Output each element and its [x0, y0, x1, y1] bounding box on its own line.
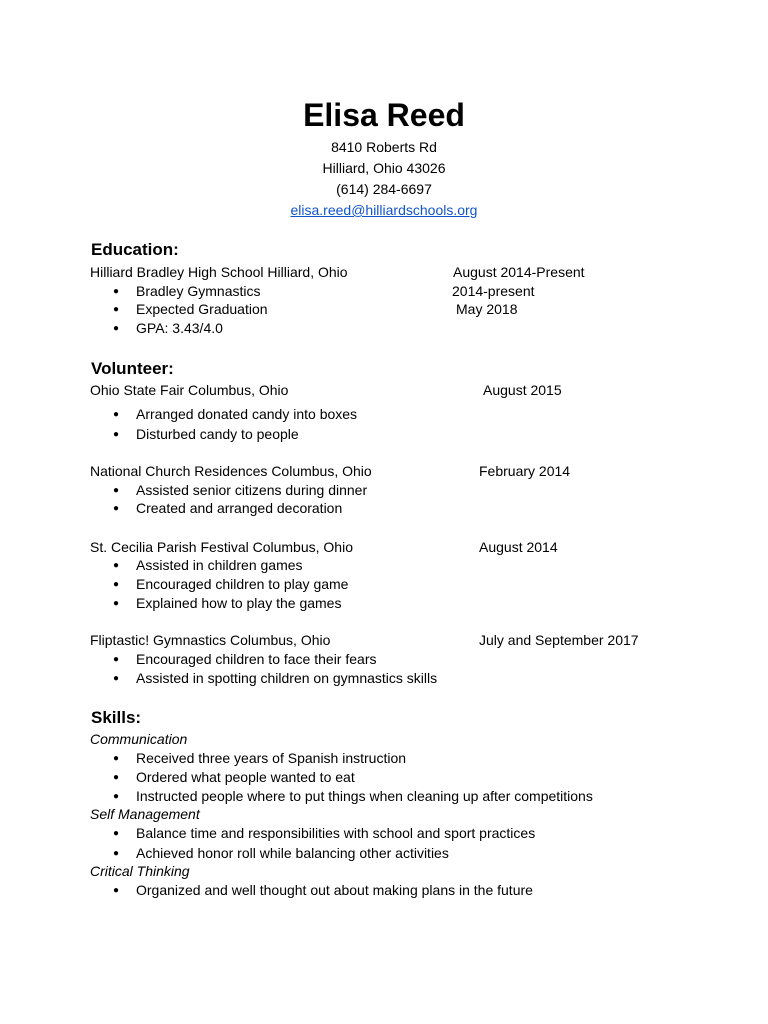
skills-heading: Skills: [91, 708, 142, 727]
school-name: Hilliard Bradley High School Hilliard, Ohio [90, 264, 348, 280]
volunteer-item: Created and arranged decoration [136, 500, 343, 516]
bullet-icon: ● [113, 828, 120, 839]
volunteer-item: Assisted senior citizens during dinner [136, 482, 368, 498]
bullet-icon: ● [113, 654, 120, 665]
skill-item: Achieved honor roll while balancing other activities [136, 845, 449, 861]
phone-number: (614) 284-6697 [336, 181, 432, 197]
skill-item: Balance time and responsibilities with school and sport practices [136, 825, 536, 841]
bullet-icon: ● [113, 286, 120, 297]
address-city: Hilliard, Ohio 43026 [322, 160, 446, 176]
bullet-icon: ● [113, 673, 120, 684]
volunteer-item: Encouraged children to face their fears [136, 651, 377, 667]
bullet-icon: ● [113, 304, 120, 315]
volunteer-item: Encouraged children to play game [136, 576, 349, 592]
education-item: Bradley Gymnastics [136, 283, 261, 299]
skill-group-title: Communication [90, 731, 188, 747]
bullet-icon: ● [113, 409, 120, 420]
volunteer-org: Ohio State Fair Columbus, Ohio [90, 382, 289, 398]
education-item: GPA: 3.43/4.0 [136, 320, 223, 336]
skill-group-title: Self Management [90, 806, 200, 822]
bullet-icon: ● [113, 560, 120, 571]
skill-item: Instructed people where to put things when cleaning up after competitions [136, 788, 593, 804]
education-item-date: May 2018 [456, 301, 518, 317]
volunteer-item: Arranged donated candy into boxes [136, 406, 358, 422]
bullet-icon: ● [113, 503, 120, 514]
volunteer-item: Disturbed candy to people [136, 426, 299, 442]
bullet-icon: ● [113, 848, 120, 859]
email-link[interactable]: elisa.reed@hilliardschools.org [290, 202, 478, 218]
volunteer-date: August 2015 [483, 382, 562, 398]
volunteer-org: Fliptastic! Gymnastics Columbus, Ohio [90, 632, 331, 648]
volunteer-date: July and September 2017 [479, 632, 639, 648]
volunteer-item: Explained how to play the games [136, 595, 342, 611]
school-date: August 2014-Present [453, 264, 585, 280]
bullet-icon: ● [113, 791, 120, 802]
bullet-icon: ● [113, 753, 120, 764]
skill-group-title: Critical Thinking [90, 863, 190, 879]
volunteer-date: February 2014 [479, 463, 571, 479]
education-heading: Education: [91, 240, 179, 259]
skill-item: Ordered what people wanted to eat [136, 769, 355, 785]
bullet-icon: ● [113, 323, 120, 334]
education-item: Expected Graduation [136, 301, 268, 317]
skill-item: Organized and well thought out about making plans in the future [136, 882, 533, 898]
bullet-icon: ● [113, 598, 120, 609]
volunteer-item: Assisted in children games [136, 557, 303, 573]
skill-item: Received three years of Spanish instruction [136, 750, 407, 766]
bullet-icon: ● [113, 485, 120, 496]
volunteer-item: Assisted in spotting children on gymnastics skills [136, 670, 438, 686]
volunteer-org: National Church Residences Columbus, Ohio [90, 463, 372, 479]
volunteer-org: St. Cecilia Parish Festival Columbus, Ohio [90, 539, 353, 555]
bullet-icon: ● [113, 772, 120, 783]
bullet-icon: ● [113, 885, 120, 896]
bullet-icon: ● [113, 429, 120, 440]
address-street: 8410 Roberts Rd [331, 139, 437, 155]
education-item-date: 2014-present [452, 283, 535, 299]
bullet-icon: ● [113, 579, 120, 590]
volunteer-date: August 2014 [479, 539, 558, 555]
resume-name: Elisa Reed [303, 97, 465, 133]
volunteer-heading: Volunteer: [91, 359, 174, 378]
